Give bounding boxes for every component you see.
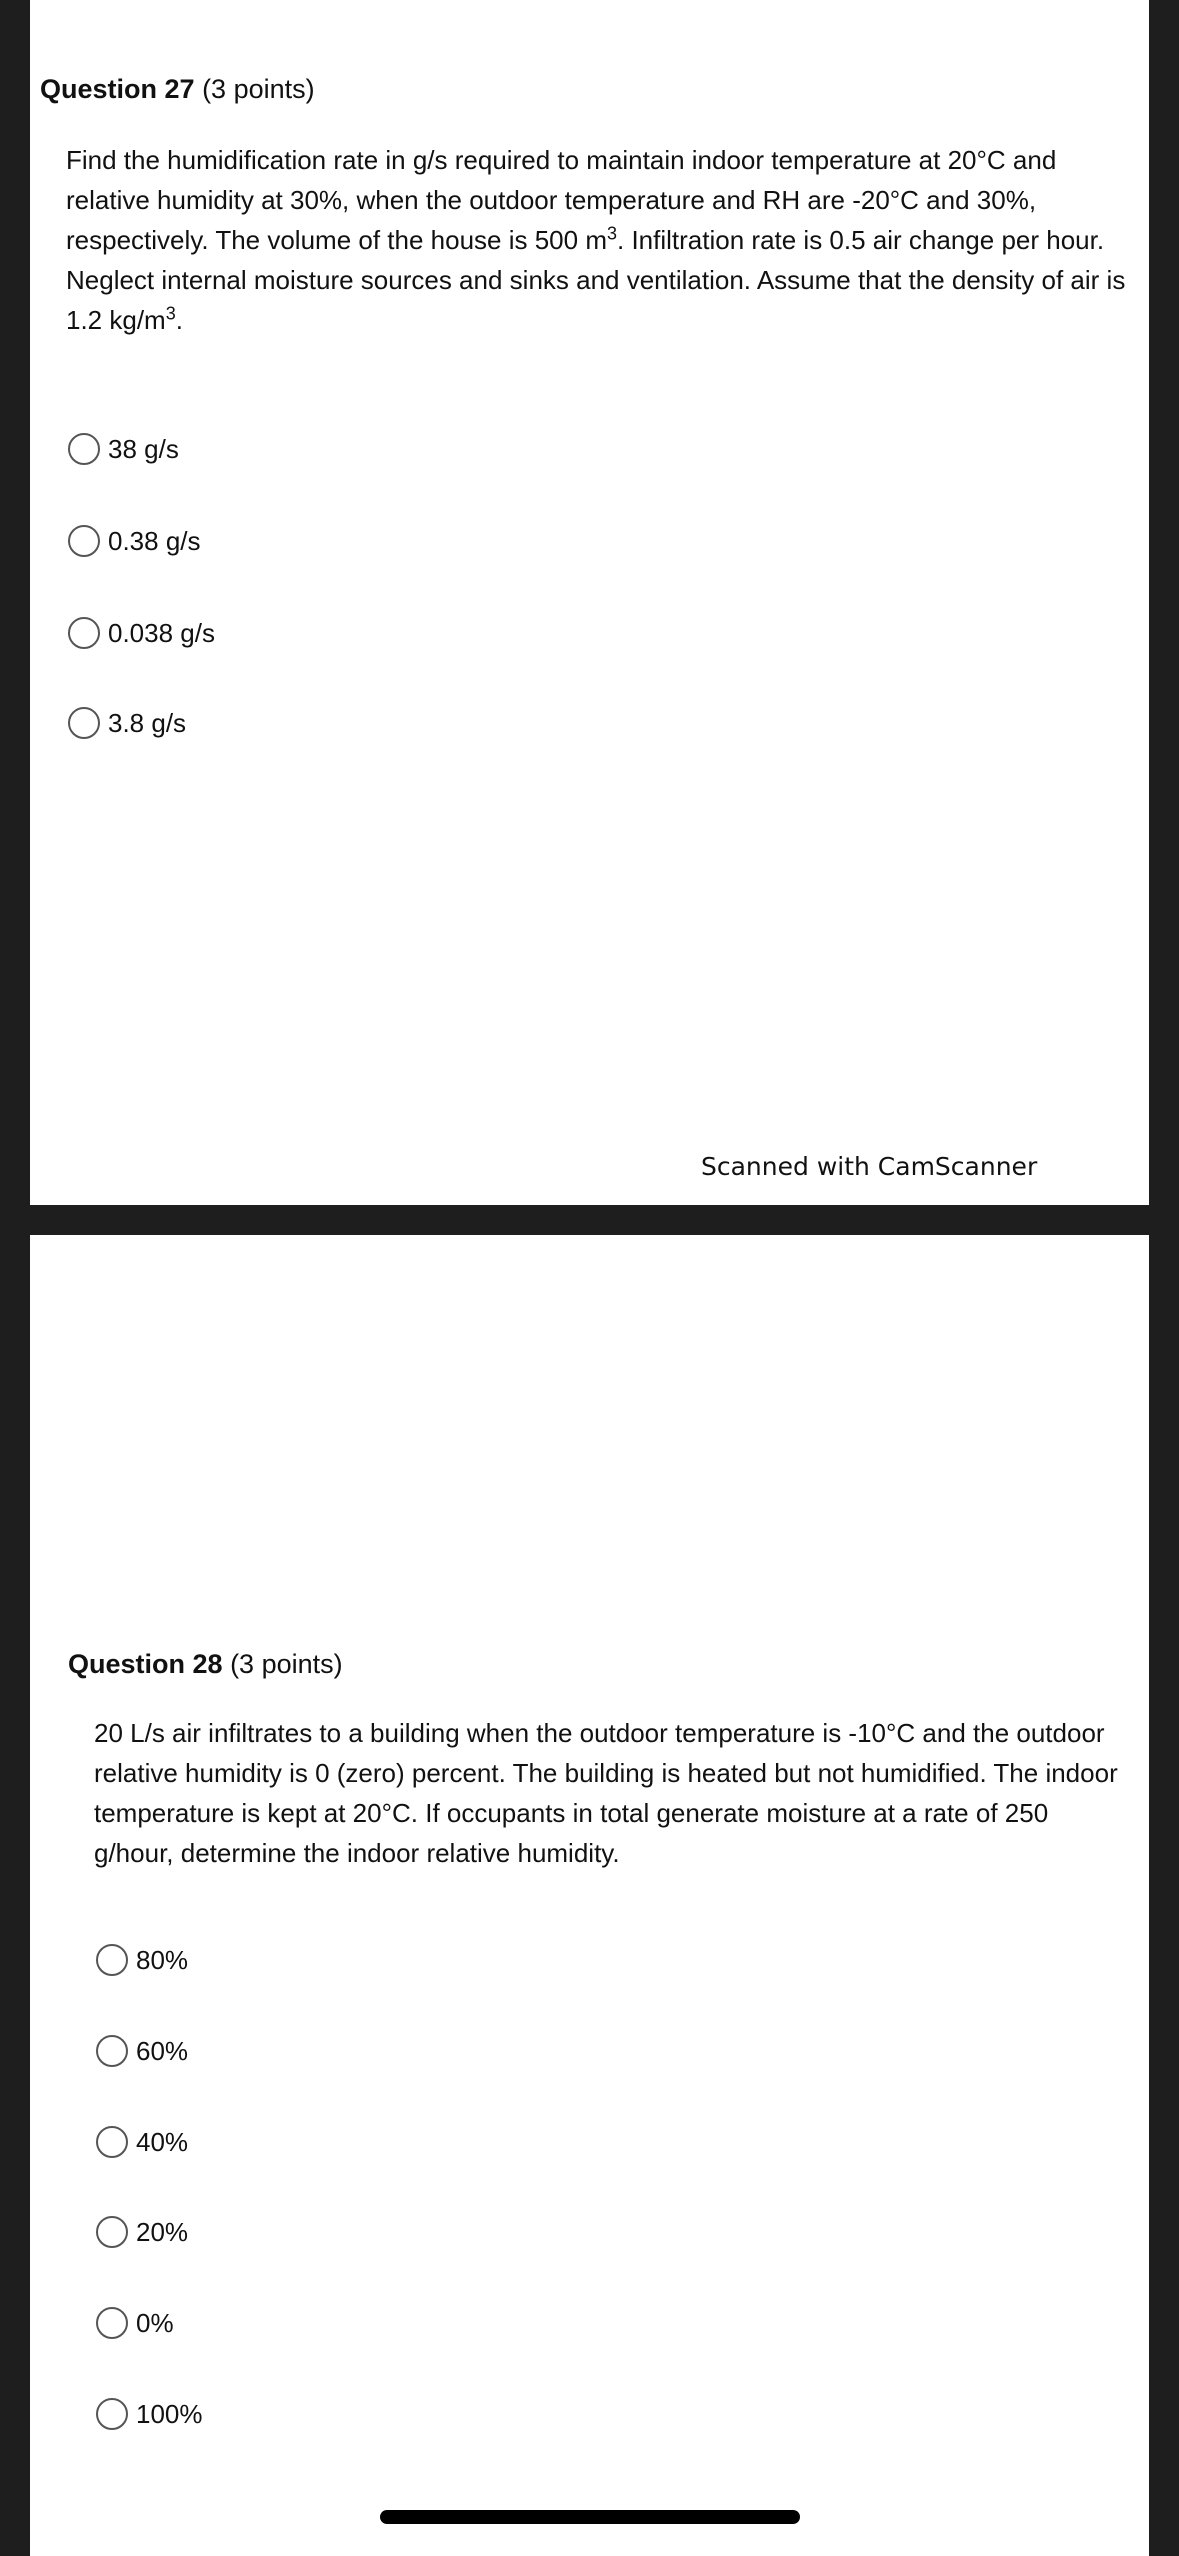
option-label: 80% [136,1945,189,1975]
scanned-page-1 [30,0,1149,1205]
radio-button-icon[interactable] [68,617,100,649]
question-28-header [68,1647,343,1681]
option-label: 3.8 g/s [108,708,187,738]
radio-button-icon[interactable] [96,2216,128,2248]
question-27-title: Question 27 [40,74,195,104]
radio-button-icon[interactable] [96,2398,128,2430]
radio-button-icon[interactable] [96,2035,128,2067]
q28-option-3[interactable] [96,2125,188,2159]
question-28-text [94,1713,1134,1873]
home-indicator-bar[interactable] [380,2510,800,2524]
radio-button-icon[interactable] [68,433,100,465]
question-27-text-part-2: . Infiltration rate is 0.5 air change per hour. Neglect internal moisture sources and sinks and ventilation. Assume that the density of air is 1.2 kg/m [66,225,1126,335]
q27-option-3[interactable] [68,616,215,650]
option-label: 100% [136,2399,203,2429]
radio-button-icon[interactable] [96,2126,128,2158]
q28-option-5[interactable] [96,2306,174,2340]
question-27-header [40,72,315,106]
question-28-points: (3 points) [230,1649,343,1679]
option-label: 60% [136,2036,189,2066]
option-label: 40% [136,2127,189,2157]
option-label: 0% [136,2308,174,2338]
q28-option-2[interactable] [96,2034,188,2068]
option-label: 20% [136,2217,189,2247]
question-27-points: (3 points) [202,74,315,104]
q28-option-1[interactable] [96,1943,188,1977]
superscript-3: 3 [165,303,176,324]
radio-button-icon[interactable] [96,1944,128,1976]
q28-option-4[interactable] [96,2215,188,2249]
radio-button-icon[interactable] [68,707,100,739]
question-27-text [66,140,1136,340]
question-27-text-part-3: . [175,305,183,335]
option-label: 0.038 g/s [108,618,215,648]
option-label: 38 g/s [108,434,179,464]
question-28-text-content: 20 L/s air infiltrates to a building when the outdoor temperature is -10°C and the outdoor relative humidity is 0 (zero) percent. The building is heated but not humidified. The indoor temperature is kept at 20°C. If occupants in total generate moisture at a rate of 250 g/hour, determine the indoor relative humidity. [94,1718,1118,1868]
option-label: 0.38 g/s [108,526,201,556]
q28-option-6[interactable] [96,2397,203,2431]
camscanner-watermark: Scanned with CamScanner [701,1152,1038,1181]
q27-option-2[interactable] [68,524,201,558]
scanned-page-2 [30,1235,1149,2556]
q27-option-4[interactable] [68,706,186,740]
question-27-text-part-1: Find the humidification rate in g/s required to maintain indoor temperature at 20°C and relative humidity at 30%, when the outdoor temperature and RH are -20°C and 30%, respectively. The volume of the house is 500 m [66,145,1057,255]
superscript-3: 3 [607,223,618,244]
radio-button-icon[interactable] [68,525,100,557]
question-28-title: Question 28 [68,1649,223,1679]
q27-option-1[interactable] [68,432,179,466]
radio-button-icon[interactable] [96,2307,128,2339]
